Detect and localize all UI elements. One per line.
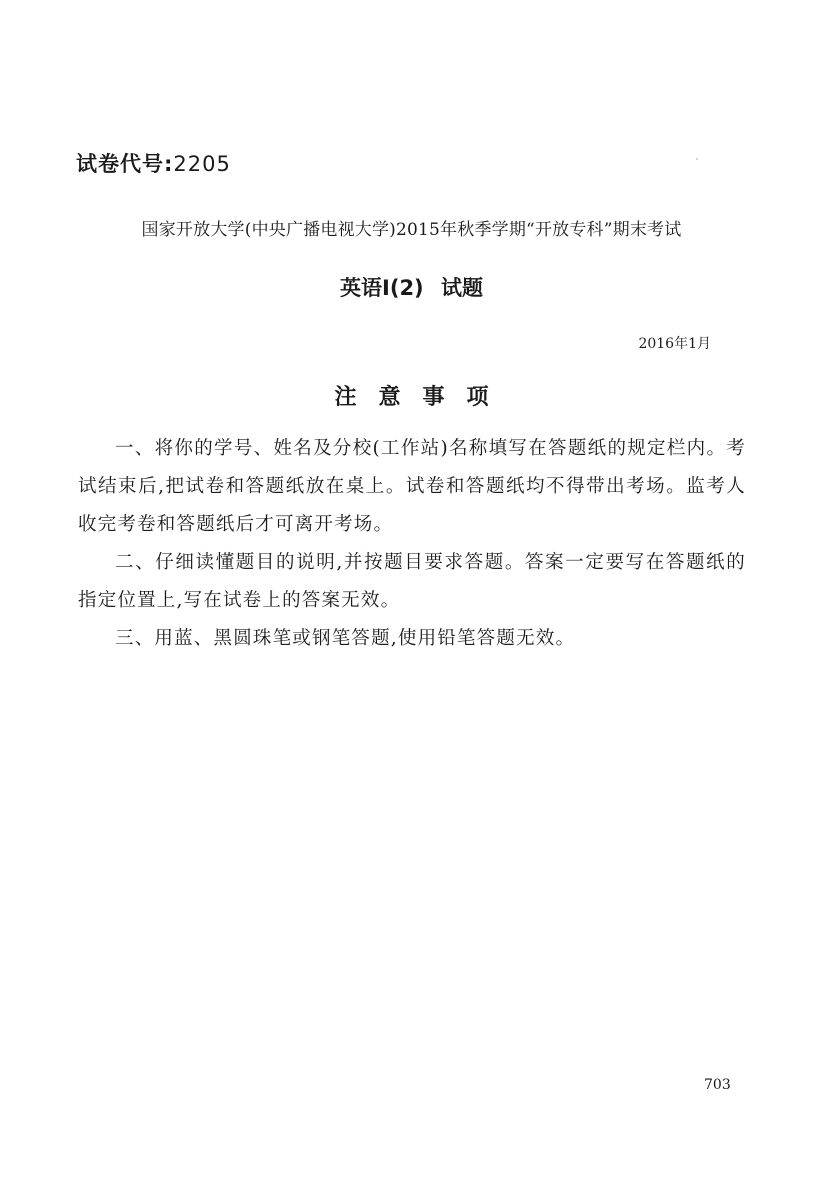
exam-title: 英语Ⅰ(2) 试题 — [340, 276, 483, 300]
notice-item-2: 二、仔细读懂题目的说明,并按题目要求答题。答案一定要写在答题纸的指定位置上,写在试卷上的答案无效。 — [78, 552, 746, 611]
paper-code — [76, 148, 231, 178]
page-number: 703 — [704, 1077, 731, 1093]
paper-code-label: 试卷代号: — [76, 152, 174, 176]
notice-item-1: 一、将你的学号、姓名及分校(工作站)名称填写在答题纸的规定栏内。考试结束后,把试卷和答题纸放在桌上。试卷和答题纸均不得带出考场。监考人收完考卷和答题纸后才可离开考场。 — [78, 438, 746, 535]
notice-body — [78, 430, 746, 658]
exam-header: 国家开放大学(中央广播电视大学)2015年秋季学期“开放专科”期末考试 — [141, 220, 682, 240]
scan-speck — [696, 158, 698, 160]
notice-item-3: 三、用蓝、黑圆珠笔或钢笔答题,使用铅笔答题无效。 — [115, 628, 576, 649]
exam-date: 2016年1月 — [638, 336, 711, 352]
paper-code-number: 2205 — [173, 152, 231, 176]
notice-title: 注意事项 — [334, 385, 511, 410]
